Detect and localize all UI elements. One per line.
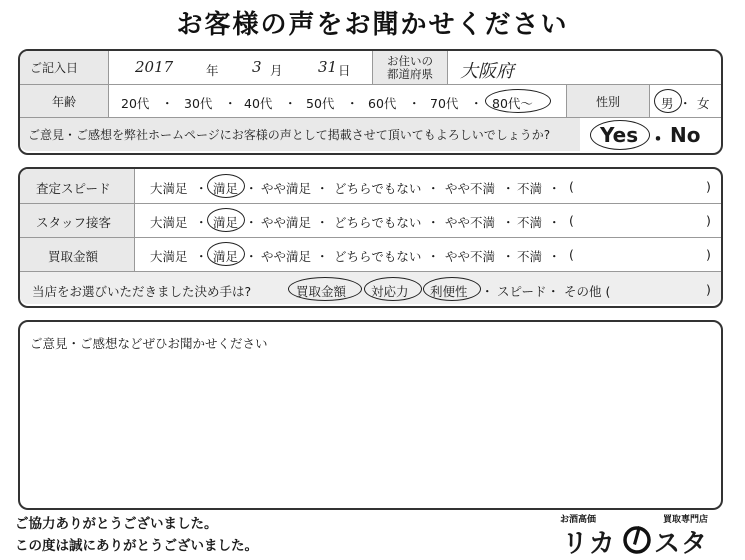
rating-price-satisfied[interactable]: 満足: [213, 249, 239, 264]
rating-speed-very-satisfied[interactable]: 大満足: [150, 181, 188, 196]
date-label: ご記入日: [30, 61, 79, 75]
rating-staff-selected-circle: [207, 208, 245, 232]
date-month-value[interactable]: 3: [252, 58, 262, 76]
decision-option-other-close: ): [706, 282, 711, 297]
rating-price-dissatisfied[interactable]: 不満: [517, 249, 543, 264]
rating-staff-other-open[interactable]: (: [569, 213, 574, 228]
rating-staff-other-close: ): [706, 213, 711, 228]
decision-convenience-circle: [423, 277, 481, 301]
comments-label: ご意見・ご感想などぜひお聞かせください: [30, 336, 268, 351]
decision-service-circle: [364, 277, 422, 301]
rating-speed-satisfied[interactable]: 満足: [213, 181, 239, 196]
shop-logo: [560, 510, 720, 558]
bottle-logo-icon: [622, 525, 652, 555]
rating-staff-somewhat-dissatisfied[interactable]: やや不満: [445, 215, 496, 230]
address-value[interactable]: 大阪府: [460, 61, 514, 82]
address-label-line2: 都道府県: [387, 66, 433, 81]
permission-no[interactable]: No: [670, 123, 701, 147]
logo-top-left: お酒高価: [560, 515, 597, 525]
decision-option-service[interactable]: 対応力: [371, 284, 409, 299]
age-option-80[interactable]: 80代〜: [492, 96, 533, 111]
rating-staff-satisfied[interactable]: 満足: [213, 215, 239, 230]
date-year-unit: 年: [206, 63, 219, 78]
rating-staff-very-satisfied[interactable]: 大満足: [150, 215, 188, 230]
permission-question: ご意見・ご感想を弊社ホームページにお客様の声として掲載させて頂いてもよろしいでしょうか?: [28, 128, 551, 142]
decision-option-other-open[interactable]: その他 (: [564, 284, 611, 299]
decision-option-convenience[interactable]: 利便性: [430, 284, 468, 299]
age-option-40[interactable]: 40代: [244, 96, 273, 111]
rating-price-neutral[interactable]: どちらでもない: [334, 249, 422, 264]
age-label: 年齢: [51, 94, 76, 109]
date-label-cell: [20, 51, 108, 84]
decision-price-circle: [288, 277, 362, 301]
rating-price-very-satisfied[interactable]: 大満足: [150, 249, 188, 264]
rating-label-speed: 査定スピード: [36, 181, 111, 196]
footer-thanks-2: この度は誠にありがとうございました。: [15, 538, 258, 554]
comments-box[interactable]: [18, 320, 723, 510]
date-year-value[interactable]: 2017: [135, 58, 174, 76]
ratings-box: 査定スピード 大満足 ・ 満足 ・ やや満足 ・ どちらでもない ・ やや不満 ・ 不満 ・ ( ) スタッフ接客 大満足 ・ 満足 ・ やや満足 ・ どちらでもない ・ やや不満 ・ 不満 ・ ( ) 買取金額 大満足 ・ 満足 ・ やや満足 ・ どちらでもない ・ やや不満 ・ 不満 ・ ( ) 当店をお選びいただきました決め手は? 買取金額 対応力 利便性 ・ スピード ・ その他 ( ): [18, 167, 723, 308]
rating-speed-other-close: ): [706, 179, 711, 194]
rating-speed-selected-circle: [207, 174, 245, 198]
rating-speed-somewhat-satisfied[interactable]: やや満足: [261, 181, 312, 196]
age-option-20[interactable]: 20代: [121, 96, 150, 111]
rating-label-price: 買取金額: [48, 249, 99, 264]
age-option-70[interactable]: 70代: [430, 96, 459, 111]
decision-label: 当店をお選びいただきました決め手は?: [32, 284, 252, 299]
date-month-unit: 月: [270, 63, 283, 78]
age-option-30[interactable]: 30代: [184, 96, 213, 111]
sex-option-male[interactable]: 男: [661, 96, 674, 111]
page-title: お客様の声をお聞かせください: [176, 10, 569, 40]
rating-speed-dissatisfied[interactable]: 不満: [517, 181, 543, 196]
sex-option-female[interactable]: 女: [697, 96, 710, 111]
sex-selected-circle: [654, 89, 682, 113]
rating-price-selected-circle: [207, 242, 245, 266]
rating-price-somewhat-dissatisfied[interactable]: やや不満: [445, 249, 496, 264]
address-label-line1: お住いの: [387, 53, 433, 68]
decision-option-price[interactable]: 買取金額: [296, 284, 347, 299]
sex-label-cell: [567, 85, 649, 117]
sex-label: 性別: [595, 94, 620, 109]
rating-price-somewhat-satisfied[interactable]: やや満足: [261, 249, 312, 264]
age-selected-circle: [485, 89, 551, 113]
rating-speed-neutral[interactable]: どちらでもない: [334, 181, 422, 196]
date-day-value[interactable]: 31: [318, 58, 338, 76]
address-label-cell: [373, 51, 447, 84]
age-option-50[interactable]: 50代: [306, 96, 335, 111]
age-label-cell: [20, 85, 108, 117]
rating-staff-dissatisfied[interactable]: 不満: [517, 215, 543, 230]
permission-yes[interactable]: Yes: [600, 123, 639, 147]
date-day-unit: 日: [338, 63, 351, 78]
logo-top-right: 買取専門店: [663, 515, 709, 525]
rating-speed-somewhat-dissatisfied[interactable]: やや不満: [445, 181, 496, 196]
decision-option-speed[interactable]: スピード: [497, 284, 547, 299]
rating-label-staff: スタッフ接客: [36, 215, 112, 230]
rating-staff-neutral[interactable]: どちらでもない: [334, 215, 422, 230]
rating-price-other-close: ): [706, 247, 711, 262]
age-option-60[interactable]: 60代: [368, 96, 397, 111]
rating-speed-other-open[interactable]: (: [569, 179, 574, 194]
permission-yes-circle: [590, 120, 650, 150]
rating-staff-somewhat-satisfied[interactable]: やや満足: [261, 215, 312, 230]
logo-main-left: リカ: [562, 529, 616, 559]
customer-info-box: ご記入日 2017 年 3 月 31 日 お住いの 都道府県 大阪府 年齢 20代 ・ 30代 ・ 40代 ・ 50代 ・ 60代 ・ 70代 ・ 80代〜 性別 男 ・ 女 ご意見・ご感想を弊社ホームページにお客様の声として掲載させて頂いてもよろしいでしょうか? Yes ・ No: [18, 49, 723, 155]
logo-main-right: スタ: [654, 529, 709, 559]
rating-price-other-open[interactable]: (: [569, 247, 574, 262]
footer-thanks-1: ご協力ありがとうございました。: [15, 516, 218, 532]
permission-question-cell: [20, 118, 580, 151]
